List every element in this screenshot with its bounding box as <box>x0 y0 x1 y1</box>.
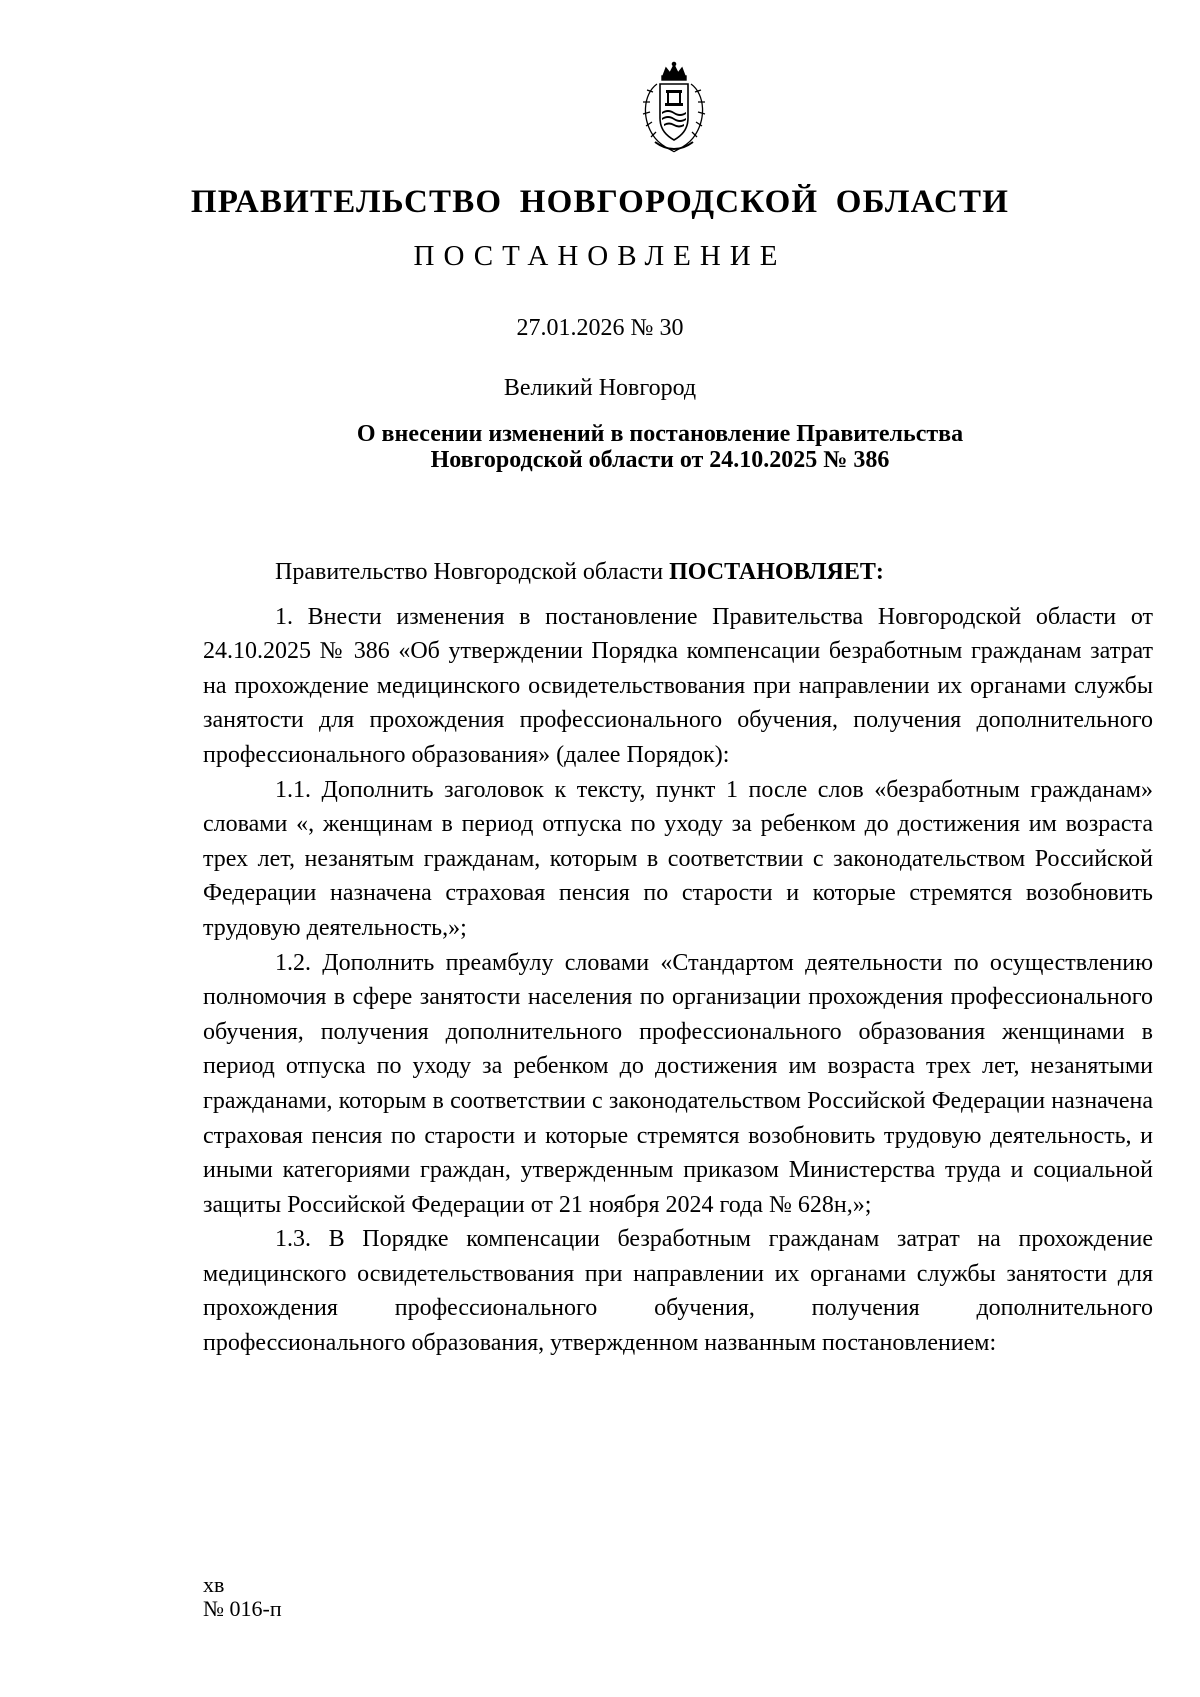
footer-registration-mark <box>203 1573 282 1621</box>
coat-of-arms-icon <box>633 60 715 156</box>
document-city: Великий Новгород <box>503 375 697 401</box>
footer-initials: хв <box>203 1572 225 1597</box>
preamble-resolves: ПОСТАНОВЛЯЕТ: <box>669 559 884 585</box>
paragraph-1: 1. Внести изменения в постановление Правительства Новгородской области от 24.10.2025 № 386 «Об утверждении Порядка компенсации безработным гражданам затрат на прохождение медицинского освидетельствования при направлении их органами службы занятости для прохождения профессионального обучения, получения дополнительного профессионального образования» (далее Порядок): <box>203 603 1153 768</box>
footer-reg-number: № 016-п <box>203 1596 282 1621</box>
paragraph-1-1: 1.1. Дополнить заголовок к тексту, пункт 1 после слов «безработным гражданам» словами «, женщинам в период отпуска по уходу за ребенком до достижения им возраста трех лет, незанятым гражданам, которым в соответствии с законодательством Российской Федерации назначена страховая пенсия по старости и которые стремятся возобновить трудовую деятельность,»; <box>203 776 1153 941</box>
document-body <box>203 555 1153 1361</box>
preamble <box>203 555 1153 590</box>
paragraph-1-3: 1.3. В Порядке компенсации безработным гражданам затрат на прохождение медицинского освидетельствования при направлении их органами службы занятости для прохождения профессионального обучения, получения дополнительного профессионального образования, утвержденном названным постановлением: <box>203 1226 1153 1357</box>
document-title-line-2: Новгородской области от 24.10.2025 № 386 <box>430 447 890 473</box>
paragraph-1-2: 1.2. Дополнить преамбулу словами «Стандартом деятельности по осуществлению полномочия в сфере занятости населения по организации прохождения профессионального обучения, получения дополнительного профессионального образования женщинами в период отпуска по уходу за ребенком до достижения им возраста трех лет, незанятыми гражданами, которым в соответствии с законодательством Российской Федерации назначена страховая пенсия по старости и которые стремятся возобновить трудовую деятельность, и иными категориями граждан, утвержденным приказом Министерства труда и социальной защиты Российской Федерации от 21 ноября 2024 года № 628н,»; <box>203 949 1153 1218</box>
document-title <box>200 421 1120 473</box>
document-date-number: 27.01.2026 № 30 <box>516 315 684 341</box>
issuing-authority: ПРАВИТЕЛЬСТВО НОВГОРОДСКОЙ ОБЛАСТИ <box>190 184 1010 220</box>
document-type: ПОСТАНОВЛЕНИЕ <box>413 240 787 272</box>
document-title-line-1: О внесении изменений в постановление Правительства <box>356 421 964 447</box>
preamble-text: Правительство Новгородской области <box>275 559 670 585</box>
